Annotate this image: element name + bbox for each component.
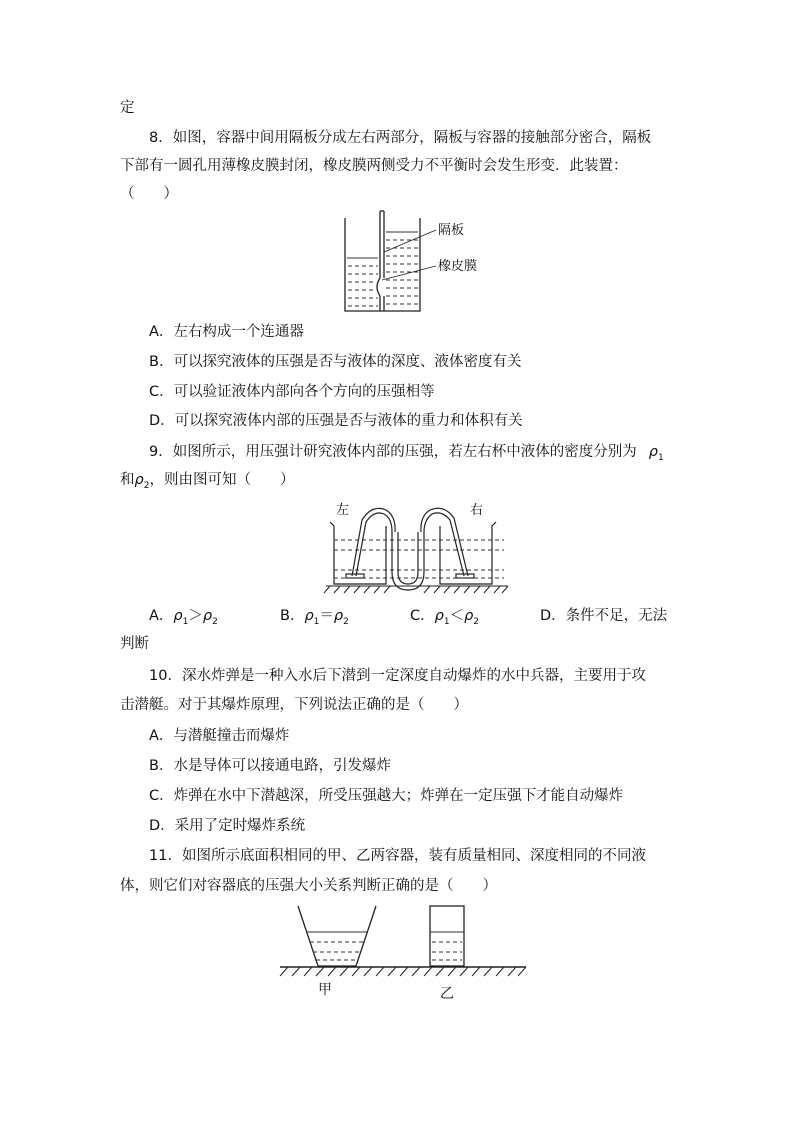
q10-option-c: C．炸弹在水中下潜越深，所受压强越大；炸弹在一定压强下才能自动爆炸: [149, 788, 624, 804]
leader-membrane: [382, 266, 436, 280]
left-beaker: [330, 522, 386, 584]
q10-stem-line-2: 击潜艇。对于其爆炸原理，下列说法正确的是（ ）: [120, 697, 468, 713]
rubber-membrane: [377, 278, 380, 296]
q10-option-b: B．水是导体可以接通电路，引发爆炸: [149, 758, 391, 774]
left-liquid: [347, 258, 378, 306]
u-tube-outer: [392, 532, 424, 590]
q10-option-a: A．与潜艇撞击而爆炸: [149, 728, 290, 744]
q8-option-b: B．可以探究液体的压强是否与液体的深度、液体密度有关: [149, 354, 522, 370]
q10-stem-line-1: 10．深水炸弹是一种入水后下潜到一定深度自动爆炸的水中兵器，主要用于攻: [149, 668, 646, 684]
leader-partition: [384, 230, 436, 252]
liquid-jia: [307, 932, 367, 960]
q9-stem-line-1: [149, 442, 664, 468]
q9-rho2: ρ: [134, 472, 144, 488]
q11-stem-line-2: 体，则它们对容器底的压强大小关系判断正确的是（ ）: [120, 878, 497, 894]
q8-figure-partitioned-container: [330, 208, 490, 316]
q9-stem-line-2: 和$\rho_2$，则由图可知（ ）: [120, 472, 295, 491]
q9-option-d: D．条件不足，无法: [540, 608, 668, 624]
q9-rho2-sub: 2: [143, 480, 150, 491]
q8-option-a: A．左右构成一个连通器: [149, 324, 304, 340]
q9-option-b: B．$\rho_1=\rho_2$: [280, 608, 349, 627]
label-left: 左: [336, 503, 350, 518]
q9-stem-text: 9．如图所示，用压强计研究液体内部的压强，若左右杯中液体的密度分别为: [149, 444, 637, 460]
q9-figure-pressure-gauge: [322, 498, 518, 594]
q11-figure-two-containers: [276, 898, 532, 1004]
label-jia: 甲: [318, 982, 332, 998]
container-jia: [298, 906, 376, 966]
left-probe: [346, 574, 364, 578]
q10-option-d: D．采用了定时爆炸系统: [149, 818, 306, 834]
q8-stem-line-1: 8．如图，容器中间用隔板分成左右两部分，隔板与容器的接触部分密合，隔板: [149, 130, 652, 146]
label-yi: 乙: [440, 986, 454, 1002]
q9-rho1: ρ: [648, 444, 658, 460]
q8-stem-line-3: （ ）: [120, 186, 178, 202]
container-yi: [430, 906, 464, 966]
label-partition: 隔板: [438, 223, 465, 238]
right-probe: [456, 574, 474, 578]
q8-option-c: C．可以验证液体内部向各个方向的压强相等: [149, 384, 435, 400]
label-membrane: 橡皮膜: [438, 259, 478, 274]
carry-over-text: 定: [120, 100, 135, 116]
label-right: 右: [470, 503, 484, 518]
q8-stem-line-2: 下部有一圆孔用薄橡皮膜封闭，橡皮膜两侧受力不平衡时会发生形变．此装置：: [120, 158, 628, 174]
q9-option-a: A．$\rho_1>\rho_2$: [149, 608, 218, 627]
liquid-yi: [430, 932, 464, 960]
q11-stem-line-1: 11．如图所示底面积相同的甲、乙两容器，装有质量相同、深度相同的不同液: [149, 848, 646, 864]
right-liquid: [386, 232, 418, 304]
ground: [324, 586, 508, 593]
q9-option-c: C．$\rho_1<\rho_2$: [410, 608, 480, 627]
ground: [280, 967, 526, 976]
q8-option-d: D．可以探究液体内部的压强是否与液体的重力和体积有关: [149, 413, 523, 429]
q9-rho1-sub: 1: [657, 452, 664, 463]
q9-option-d-cont: 判断: [120, 636, 149, 652]
